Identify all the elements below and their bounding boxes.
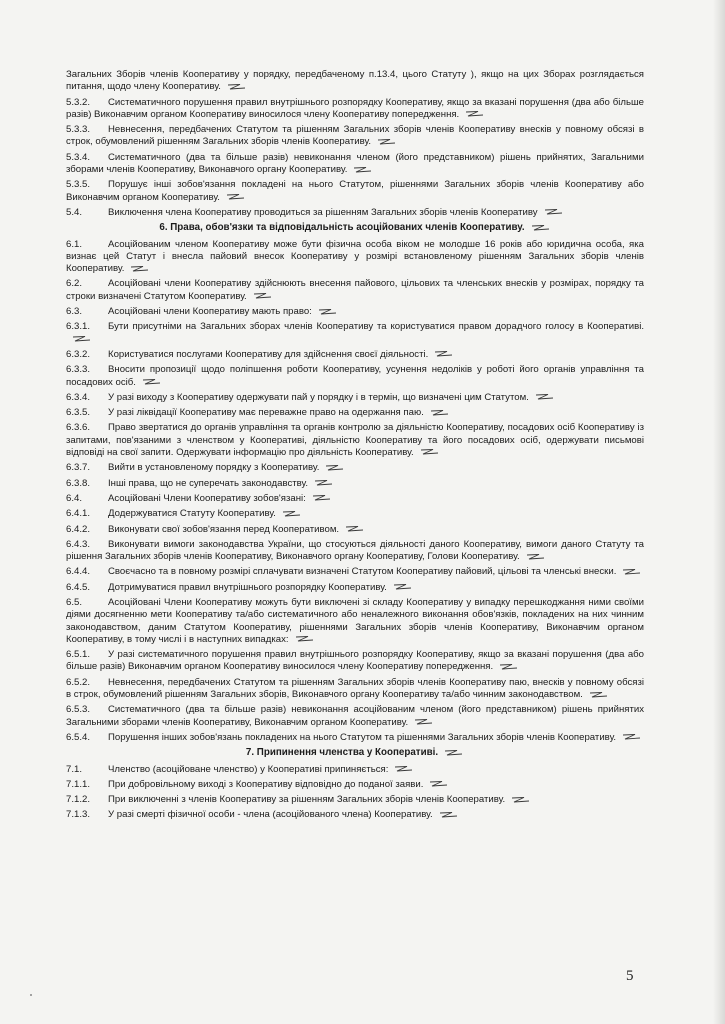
clause-paragraph — [66, 732, 644, 744]
handwritten-initial-mark — [295, 635, 315, 643]
clause-text: Систематичного порушення правил внутрішнього розпорядку Кооперативу, якщо за вказані порушення (два або більше разів) Виконавчим органом Кооперативу виносилося члену Кооперативу попередження. — [66, 96, 644, 120]
clause-number: 6.4.2. — [66, 523, 91, 535]
handwritten-initial-mark — [345, 525, 365, 533]
handwritten-initial-mark — [439, 811, 459, 819]
clause-number: 6.4.3. — [66, 538, 91, 550]
clause-number: 6.3.6. — [66, 422, 91, 434]
clause-text: При добровільному виході з Кооперативу відповідно до поданої заяви. — [108, 778, 424, 790]
clause-paragraph — [66, 207, 644, 219]
clause-paragraph — [66, 392, 644, 404]
clause-text: Асоційовані члени Кооперативу здійснюють внесення пайового, цільових та членських внесків у розмірах, порядку та строки визначені Статутом Кооперативу. — [66, 278, 644, 302]
clause-text: Виконувати вимоги законодавства України, що стосуються діяльності даного Кооперативу, вимоги даного Статуту та рішення Загальних зборів членів Кооперативу, Виконавчого органу Кооперативу, Голови Кооперативу. — [66, 538, 644, 563]
handwritten-initial-mark — [312, 494, 332, 502]
handwritten-initial-mark — [72, 335, 92, 343]
clause-paragraph — [66, 407, 644, 419]
handwritten-initial-mark — [531, 224, 551, 232]
handwritten-initial-mark — [377, 138, 397, 146]
clause-paragraph — [66, 649, 644, 674]
clause-number: 5.3.3. — [66, 124, 91, 136]
clause-text: У разі систематичного порушення правил внутрішнього розпорядку Кооперативу, якщо за вказані порушення (два або більше разів) Виконавчим органом Кооперативу виносилося члену Кооперативу попередження. — [66, 649, 644, 673]
clause-paragraph — [66, 179, 644, 204]
handwritten-initial-mark — [465, 110, 485, 118]
clause-number: 7.1.2. — [66, 794, 91, 806]
clause-paragraph — [66, 306, 644, 318]
scan-speck — [30, 994, 32, 996]
clause-text: Членство (асоційоване членство) у Кооперативі припиняється: — [108, 763, 389, 775]
handwritten-initial-mark — [535, 393, 555, 401]
clause-paragraph — [66, 566, 644, 578]
clause-number: 7.1.1. — [66, 778, 91, 790]
clause-paragraph — [66, 462, 644, 474]
clause-text: Додержуватися Статуту Кооперативу. — [108, 508, 276, 520]
clause-text: Невнесення, передбачених Статутом та рішенням Загальних зборів членів Кооперативу внесків у повному обсязі в строк, обумовлений рішенням Загальних зборів членів Кооперативу. — [66, 124, 644, 148]
clause-number: 6.3.2. — [66, 348, 91, 360]
document-body — [66, 69, 644, 825]
handwritten-initial-mark — [414, 718, 434, 726]
clause-text: Дотримуватися правил внутрішнього розпорядку Кооперативу. — [108, 581, 387, 593]
clause-number: 6.4. — [66, 492, 83, 504]
clause-number: 6.5. — [66, 596, 83, 608]
clause-paragraph — [66, 321, 644, 346]
clause-number: 6.4.1. — [66, 508, 91, 520]
handwritten-initial-mark — [394, 765, 414, 773]
clause-number: 5.3.4. — [66, 151, 91, 163]
handwritten-initial-mark — [253, 292, 273, 300]
clause-text: Асоційовані Члени Кооперативу можуть бути виключені зі складу Кооперативу у випадку перешкоджання ними своїми діями досягненню мети Кооперативу та/або систематичного або неналежного виконання обов'язків, покладених на них чинним законодавством, даним Статутом Кооперативу, рішеннями Загальних зборів членів Кооперативу, Виконавчим органом Кооперативу, в тому числі і в наступних випадках: — [66, 596, 644, 645]
page-edge-shadow — [713, 0, 725, 1024]
clause-text: Систематичного (два та більше разів) невиконання асоційованим членом (його представником) рішень прийнятих Загальними зборами членів Кооперативу, Виконавчим органом Кооперативу. — [66, 704, 644, 728]
clause-number: 7.1. — [66, 763, 83, 775]
clause-number: 6.5.1. — [66, 649, 91, 661]
clause-paragraph — [66, 677, 644, 702]
clause-number: 6.4.4. — [66, 566, 91, 578]
clause-paragraph — [66, 69, 644, 94]
clause-text: Систематичного (два та більше разів) невиконання членом (його представником) рішень прийнятих, Загальними зборами членів Кооперативу, Виконавчого органу Кооперативу. — [66, 151, 644, 176]
clause-text: Інші права, що не суперечать законодавству. — [108, 477, 309, 489]
handwritten-initial-mark — [318, 308, 338, 316]
clause-paragraph — [66, 597, 644, 646]
clause-text: Право звертатися до органів управління та органів контролю за діяльністю Кооперативу, посадових осіб Кооперативу із запитами, пов'язаними з членством у Кооперативі, діяльністю Кооперативу та його посадових осіб, одержувати письмові відповіді на свої запити. Одержувати інформацію про діяльність Кооперативу. — [66, 422, 644, 459]
clause-paragraph — [66, 278, 644, 303]
section-heading-text: 7. Припинення членства у Кооперативі. — [245, 747, 439, 759]
handwritten-initial-mark — [314, 479, 334, 487]
handwritten-initial-mark — [622, 733, 642, 741]
clause-number: 6.3. — [66, 306, 83, 318]
clause-paragraph — [66, 809, 644, 821]
clause-text: У разі виходу з Кооперативу одержувати пай у порядку і в термін, що визначені цим Статутом. — [108, 391, 529, 403]
clause-paragraph — [66, 422, 644, 459]
section-heading — [66, 222, 644, 234]
clause-number: 6.5.2. — [66, 676, 91, 688]
clause-text: Порушення інших зобов'язань покладених на нього Статутом та рішеннями Загальних зборів членів Кооперативу. — [108, 731, 617, 743]
handwritten-initial-mark — [444, 749, 464, 757]
clause-paragraph — [66, 582, 644, 594]
handwritten-initial-mark — [227, 83, 247, 91]
clause-paragraph — [66, 152, 644, 177]
clause-paragraph — [66, 493, 644, 505]
clause-text: Вийти в установленому порядку з Кооперативу. — [108, 462, 320, 474]
handwritten-initial-mark — [429, 780, 449, 788]
clause-paragraph — [66, 704, 644, 729]
handwritten-initial-mark — [499, 663, 519, 671]
clause-number: 6.5.3. — [66, 704, 91, 716]
clause-number: 6.4.5. — [66, 581, 91, 593]
clause-number: 6.3.3. — [66, 364, 91, 376]
clause-text: Бути присутніми на Загальних зборах членів Кооперативу та користуватися правом дорадчого голосу в Кооперативі. — [108, 321, 644, 333]
section-heading — [66, 747, 644, 759]
section-heading-text: 6. Права, обов'язки та відповідальність асоційованих членів Кооперативу. — [159, 222, 525, 234]
handwritten-initial-mark — [430, 409, 450, 417]
clause-text: Загальних Зборів членів Кооперативу у порядку, передбаченому п.13.4, цього Статуту ), якщо на цих Зборах розглядається питання, щодо члену Кооперативу. — [66, 69, 644, 93]
clause-paragraph — [66, 364, 644, 389]
clause-text: У разі смерті фізичної особи - члена (асоційованого члена) Кооперативу. — [108, 809, 433, 821]
clause-text: Вносити пропозиції щодо поліпшення роботи Кооперативу, усунення недоліків у роботі його органів управління та посадових осіб. — [66, 364, 644, 388]
clause-text: Асоційовані члени Кооперативу мають право: — [108, 306, 312, 318]
clause-number: 6.3.4. — [66, 391, 91, 403]
clause-text: При виключенні з членів Кооперативу за рішенням Загальних зборів членів Кооперативу. — [108, 794, 506, 806]
clause-text: Своєчасно та в повному розмірі сплачувати визначені Статутом Кооперативу пайовий, цільові та членські внески. — [108, 566, 617, 578]
clause-paragraph — [66, 97, 644, 122]
clause-text: Асоційовані Члени Кооперативу зобов'язані: — [108, 492, 306, 504]
handwritten-initial-mark — [226, 193, 246, 201]
clause-text: Асоційованим членом Кооперативу може бути фізична особа віком не молодше 16 років або юридична особа, яка визнає цей Статут і внесла пайовий внесок Кооперативу у розмірі встановленому рішенням Загальних зборів членів Кооперативу. — [66, 238, 644, 275]
clause-paragraph — [66, 779, 644, 791]
clause-paragraph — [66, 239, 644, 276]
clause-paragraph — [66, 764, 644, 776]
clause-text: У разі ліквідації Кооперативу має переважне право на одержання паю. — [108, 407, 424, 419]
clause-paragraph — [66, 539, 644, 564]
clause-number: 6.3.7. — [66, 462, 91, 474]
handwritten-initial-mark — [393, 583, 413, 591]
handwritten-initial-mark — [622, 568, 642, 576]
clause-number: 5.3.5. — [66, 179, 91, 191]
clause-paragraph — [66, 124, 644, 149]
clause-paragraph — [66, 508, 644, 520]
handwritten-initial-mark — [130, 265, 150, 273]
handwritten-initial-mark — [325, 464, 345, 472]
clause-number: 6.3.5. — [66, 407, 91, 419]
clause-number: 5.3.2. — [66, 96, 91, 108]
handwritten-initial-mark — [526, 553, 546, 561]
clause-number: 6.3.1. — [66, 321, 91, 333]
clause-text: Виключення члена Кооперативу проводиться за рішенням Загальних зборів членів Кооперативу — [108, 206, 538, 218]
clause-paragraph — [66, 794, 644, 806]
handwritten-initial-mark — [544, 208, 564, 216]
clause-number: 5.4. — [66, 206, 83, 218]
handwritten-initial-mark — [511, 796, 531, 804]
clause-text: Невнесення, передбачених Статутом та рішенням Загальних зборів членів Кооперативу паю, внесків у повному обсязі в строк, обумовлений рішенням Загальних зборів, Виконавчого органу Кооперативу та/або чинним законодавством. — [66, 676, 644, 701]
clause-number: 6.2. — [66, 278, 83, 290]
clause-paragraph — [66, 349, 644, 361]
handwritten-initial-mark — [589, 691, 609, 699]
handwritten-initial-mark — [420, 448, 440, 456]
clause-number: 6.3.8. — [66, 477, 91, 489]
clause-number: 6.5.4. — [66, 731, 91, 743]
handwritten-initial-mark — [142, 378, 162, 386]
clause-number: 7.1.3. — [66, 809, 91, 821]
clause-number: 6.1. — [66, 238, 83, 250]
clause-paragraph — [66, 524, 644, 536]
clause-text: Користуватися послугами Кооперативу для здійснення своєї діяльності. — [108, 348, 429, 360]
handwritten-initial-mark — [353, 166, 373, 174]
clause-text: Виконувати свої зобов'язання перед Кооперативом. — [108, 523, 340, 535]
handwritten-initial-mark — [434, 350, 454, 358]
page-number: 5 — [626, 968, 634, 984]
handwritten-initial-mark — [282, 510, 302, 518]
clause-text: Порушує інші зобов'язання покладені на нього Статутом, рішеннями Загальних зборів членів Кооперативу або Виконавчим органом Кооперативу. — [66, 179, 644, 203]
clause-paragraph — [66, 478, 644, 490]
